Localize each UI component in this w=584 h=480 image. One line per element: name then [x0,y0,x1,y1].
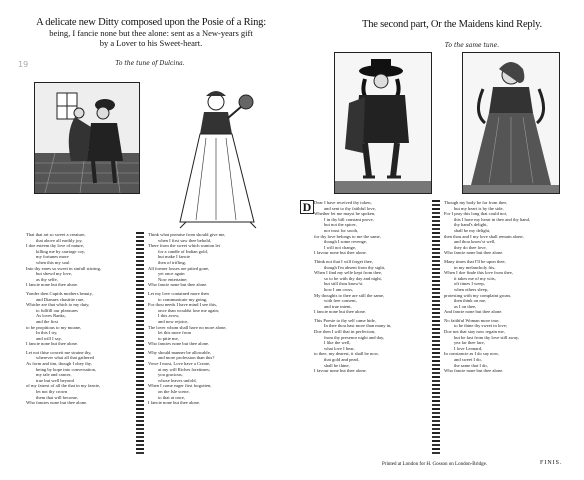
verse-line: but make I fancie [158,254,191,260]
verse-line: so to be with thy day and night, [324,275,382,281]
verse-line: Now entertaine; [158,276,188,282]
verse-line: shall be thine, [324,362,350,368]
ornamental-border [136,232,144,454]
verse-line: For I pray this long that could not, [444,211,508,217]
left-c1-stanza-1 [26,232,130,288]
left-c2-stanza-1 [148,232,278,288]
verse-line: how I am cross, [324,286,354,292]
verse-line: and sweet I do, [454,357,482,363]
verse-line: being by hope into conversation, [36,366,97,372]
verse-line: let not thy crown [36,389,68,395]
left-c2-stanza-3 [148,350,278,406]
verse-line: Whether let me mayst be spoken, [314,211,376,217]
verse-line: but not the spicer, [324,222,357,228]
verse-line: and will I say, [36,335,62,341]
verse-line: I fancie none but thee alone. [26,341,79,347]
right-column-2 [444,200,578,377]
verse-line: Into thy eares so sweet in sinfull stirring, [26,265,102,271]
verse-line: I fancie none but thee alone. [148,400,201,406]
left-c1-stanza-3 [26,350,130,406]
left-c1-stanza-2 [26,291,130,347]
verse-line: then think on me, [454,298,487,304]
verse-line: but be fast from thy love still away, [454,334,520,340]
verse-line: yet once again [158,271,185,277]
left-title-line3: by a Lover to his Sweet-heart. [99,38,203,48]
verse-line: to thee, my dearest, it shall be now, [314,351,379,357]
verse-line: from thy presence night and day, [324,334,385,340]
woodcut-maiden [462,52,560,194]
verse-line: And fancie none but thee alone. [444,309,503,315]
verse-line: Why should manner be allowable, [148,349,211,355]
verse-line: killing me by carriage coy, [36,248,86,254]
verse-line: I favour none but thee alone. [314,250,367,256]
verse-line: As form and tim, though I obey thy, [26,361,92,367]
verse-line: Many times that I'll be upon thee, [444,258,506,264]
verse-line: yea far thee fare, [454,340,485,346]
left-tune: To the tune of Dulcina. [115,60,185,67]
verse-line: Yonder then Cupids mothers beauty, [26,290,93,296]
right-c2-stanza-2 [444,259,578,315]
verse-line: my tale and cancer, [36,372,72,378]
finis: FINIS. [540,460,563,466]
verse-line: them that will become, [36,394,79,400]
verse-line: Though my body be far from thee, [444,200,508,205]
verse-line: I in thy bill constant prove, [324,216,374,222]
verse-line: as thy selfe, [36,276,58,282]
verse-line: on the Isle scene, [158,389,190,395]
left-c2-stanza-2 [148,291,278,347]
verse-line: to be propitious to my moane, [26,324,82,330]
verse-line: let this more from [158,330,192,336]
verse-line: This Poesie to thy self came hide, [314,317,376,323]
verse-line: but still thou know'st [324,281,363,287]
right-c1-stanza-2 [314,259,430,315]
verse-line: but my heart is by the side, [454,205,504,211]
verse-line: Think not that I will forget thee, [314,258,373,264]
verse-line: Let not thise conceit me straine thy, [26,349,92,355]
verse-line: Who fancie none but thee alone. [148,282,208,288]
woodcut-lady-fan [176,82,268,232]
verse-line: No faithful Woman more true, [444,317,500,323]
verse-line: it takes me of my wits, [454,275,496,281]
ornamental-border [432,200,440,454]
verse-line: All former losses are pitied gone, [148,265,210,271]
verse-line: my fortunes more [36,254,69,260]
verse-line: I will not change, [324,244,357,250]
verse-line: I like the well, [324,340,351,346]
verse-line: I favour none but thee alone. [314,368,367,374]
verse-line: and thou know'st well, [454,239,496,245]
verse-line: this I have my heart in thee and thy hand, [454,216,531,222]
verse-line: for thy love belongs to me the same, [314,233,381,239]
verse-line: though I'm absent from thy sight, [324,264,386,270]
verse-line: Who fancies none but thee alone. [148,341,210,347]
verse-line: oft times I weep, [454,281,485,287]
right-c2-stanza-1 [444,200,578,256]
verse-line: and more profession than this? [158,355,215,361]
verse-line: in my melancholy fits, [454,264,496,270]
right-c1-stanza-3 [314,318,430,374]
verse-line: There from the sweet which wanton let [148,243,220,249]
verse-line: when this my soul [36,259,70,265]
verse-line: and sent to thy faithful love, [324,205,376,211]
verse-line: true but well beyond [36,377,74,383]
right-c1-stanza-1 [314,200,430,256]
verse-line: that gold and pearl, [324,357,360,363]
verse-line: the same that I do, [454,362,488,368]
verse-line: as I on thee, [454,303,477,309]
verse-line: The lover whom shall have no more alone, [148,324,227,330]
verse-line: In constancie as I do say now, [444,351,499,357]
verse-line: and the first [36,318,58,324]
verse-line: Think what promise from should give me, [148,232,226,237]
verse-line: I fancie none but thee alone. [314,309,367,315]
verse-line: That that art so sweet a creature, [26,232,86,237]
verse-line: then of trifling, [158,259,186,265]
verse-line: Who fancie none but thee alone. [444,250,504,256]
right-title [322,20,582,30]
verse-line: at my will Riches foretimes; [158,366,211,372]
verse-line: Doe not that stay now regain me, [444,329,505,335]
left-title-line1: A delicate new Ditty composed upon the Posie of a Ring: [36,17,266,28]
left-title-line2: being, I fancie none but thee alone: sent as a New-years gift [49,28,253,38]
left-column-2 [148,232,278,409]
verse-line: protesting with my complaint groan, [444,292,511,298]
verse-line: for a candle of Indian gold, [158,248,209,254]
verse-line: whose leaves unfold, [158,377,197,383]
left-column-1 [26,232,130,409]
verse-line: shall be my delight, [454,227,491,233]
right-tune: To the same tune. [444,42,500,49]
verse-line: to be thine thy sweet in love; [454,323,508,329]
verse-line: when others sleep, [454,286,489,292]
verse-line: to that at once, [158,394,186,400]
imprint: Printed at London for H. Gosson on London-Bridge. [382,462,488,467]
woodcut-cavalier [334,52,432,194]
verse-line: with free consent, [324,298,357,304]
verse-line: When I come eager first forgotten, [148,383,212,389]
verse-line: but shewd my love, [36,271,72,277]
verse-line: I this avow, [158,313,180,319]
verse-line: Who fancies none but thee alone. [26,400,88,406]
verse-line: wherever what all that gathered [36,355,94,361]
verse-line: to fullfill our pleasures [36,307,78,313]
pencil-note: 19 [18,60,29,69]
verse-line: to pitie me, [158,335,179,341]
verse-line: they do thee love, [454,244,487,250]
verse-line: of my fairest of all the that in my fancie, [26,383,101,389]
verse-line: thy hand's delight, [454,222,488,228]
verse-line: Who fancie none but thee alone. [444,368,504,374]
verse-line: Doe then I will that in perfection, [314,329,376,335]
verse-line: what love I bear, [324,345,355,351]
verse-line: When I doe finde this love from thee, [444,270,513,276]
verse-line: though I some revenge, [324,239,368,245]
verse-line: and Dianaes chastitie rare, [36,296,85,302]
verse-line: In this I try, [36,330,58,336]
verse-line: I fancie none but thee alone. [26,282,79,288]
left-title [16,18,286,48]
verse-line: I love Leonard, [454,345,483,351]
verse-line: that above all earthly joy, [36,237,83,243]
verse-line: and true intent, [324,303,352,309]
verse-line: My thoughts to thee are still the same, [314,292,385,298]
verse-line: nor trust for sooth, [324,227,359,233]
verse-line: when I first saw thee behold, [158,237,212,243]
verse-line: When I find my selfe kept from thee, [314,270,383,276]
verse-line: For thou needs I have mind I see this, [148,302,218,308]
verse-line: Whiche are that which to my duty, [26,302,90,308]
right-title-line1: The second part, Or the Maidens kind Reply. [362,19,542,30]
verse-line: Dear I have received thy token, [314,200,372,205]
verse-line: Let my love contained more then [148,290,209,296]
right-column-1 [314,200,430,377]
drop-capital: D [300,200,314,214]
woodcut-couple-room [34,82,140,194]
verse-line: As loves Ranks, [36,313,66,319]
verse-line: then thou and I my love shall remain alone, [444,233,524,239]
verse-line: once than wouldst lose me again; [158,307,220,313]
right-c2-stanza-3 [444,318,578,374]
right-part [292,0,584,480]
verse-line: In thee thou hast more than many in, [324,323,392,329]
verse-line: I doe esteem thy love of nature, [26,243,85,249]
verse-line: Vowe I most, Love have a Create, [148,361,211,367]
verse-line: to communicate my going, [158,296,208,302]
verse-line: and now rejoice, [158,318,189,324]
verse-line: you gracious, [158,372,183,378]
